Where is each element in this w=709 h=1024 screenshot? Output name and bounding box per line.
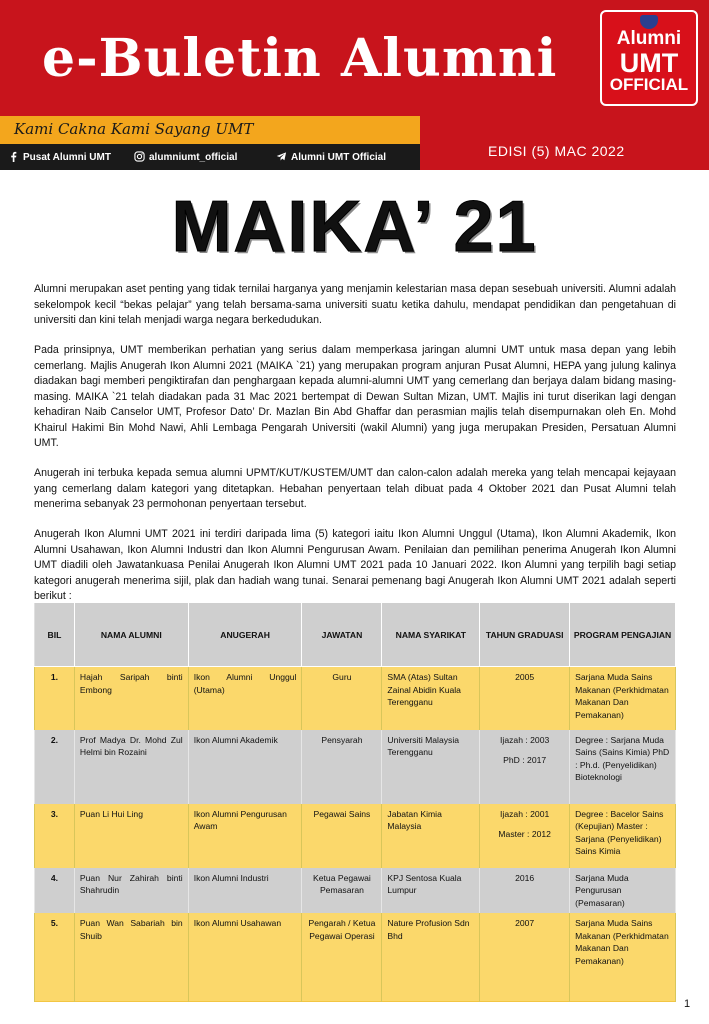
cell-tahun (480, 730, 570, 804)
tahun-value: Ijazah : 2003 (500, 734, 550, 745)
tahun-value: 2016 (515, 872, 535, 883)
header-jawatan: JAWATAN (302, 603, 382, 667)
cell-nama: Puan Li Hui Ling (74, 804, 188, 868)
cell-program: Degree : Bacelor Sains (Kepujian) Master : Sarjana (Penyelidikan) Sains Kimia (570, 804, 676, 868)
cell-jawatan: Ketua Pegawai Pemasaran (302, 868, 382, 914)
header-nama: NAMA ALUMNI (74, 603, 188, 667)
cell-bil: 2. (35, 730, 75, 804)
cell-bil: 5. (35, 913, 75, 1001)
tahun-value: PhD : 2017 (503, 755, 547, 765)
header-syarikat: NAMA SYARIKAT (382, 603, 480, 667)
cell-anugerah: Ikon Alumni Usahawan (188, 913, 302, 1001)
cell-program: Sarjana Muda Sains Makanan (Perkhidmatan Makanan Dan Pemakanan) (570, 913, 676, 1001)
cell-nama: Puan Nur Zahirah binti Shahrudin (74, 868, 188, 914)
tagline-bar (0, 116, 420, 144)
cell-jawatan: Pengarah / Ketua Pegawai Operasi (302, 913, 382, 1001)
tagline-text: Kami Cakna Kami Sayang UMT (14, 120, 254, 138)
edition-text: EDISI (5) MAC 2022 (488, 143, 625, 159)
cell-jawatan: Pensyarah (302, 730, 382, 804)
cell-program: Sarjana Muda Pengurusan (Pemasaran) (570, 868, 676, 914)
header-tahun: TAHUN GRADUASI (480, 603, 570, 667)
cell-nama: Hajah Saripah binti Embong (74, 667, 188, 730)
tahun-value: 2005 (515, 672, 535, 682)
edition-block (420, 116, 709, 170)
telegram-icon (276, 151, 287, 162)
paragraph-1: Alumni merupakan aset penting yang tidak ternilai harganya yang menjamin kelestarian masa depan sesebuah universiti. Alumni adalah sekelompok kecil “bekas pelajar” yang telah bersama-sama universiti suatu ketika dahulu, mendapat pendidikan dan pengetahuan di universiti dan kini telah menjadi warga negara berkedudukan. (34, 283, 676, 326)
social-instagram-label: alumniumt_official (149, 152, 238, 163)
social-facebook[interactable] (8, 151, 111, 163)
bulletin-title: e-Buletin Alumni (42, 28, 558, 89)
table-row (35, 804, 676, 868)
social-facebook-label: Pusat Alumni UMT (23, 152, 111, 163)
cell-bil: 1. (35, 667, 75, 730)
social-instagram[interactable] (134, 151, 237, 163)
winners-table (34, 602, 676, 1002)
headline: MAIKA’ 21 (171, 187, 538, 267)
tahun-value: Ijazah : 2001 (500, 808, 550, 819)
article-body (34, 282, 676, 619)
logo-line-2: UMT (619, 48, 679, 78)
cell-anugerah: Ikon Alumni Unggul (Utama) (188, 667, 302, 730)
cell-tahun (480, 804, 570, 868)
cell-program: Sarjana Muda Sains Makanan (Perkhidmatan Makanan Dan Pemakanan) (570, 667, 676, 730)
cell-nama: Prof Madya Dr. Mohd Zul Helmi bin Rozaini (74, 730, 188, 804)
page-number: 1 (684, 998, 691, 1010)
cell-tahun (480, 667, 570, 730)
alumni-umt-logo (600, 10, 698, 106)
social-links-bar (0, 144, 420, 170)
cell-tahun (480, 913, 570, 1001)
table-row (35, 868, 676, 914)
cell-bil: 4. (35, 868, 75, 914)
cell-nama: Puan Wan Sabariah bin Shuib (74, 913, 188, 1001)
table-row (35, 913, 676, 1001)
cell-tahun (480, 868, 570, 914)
table-header-row (35, 603, 676, 667)
social-telegram[interactable] (276, 151, 386, 163)
paragraph-3: Anugerah ini terbuka kepada semua alumni UPMT/KUT/KUSTEM/UMT dan calon-calon adalah mereka yang telah mencapai kejayaan yang cemerlang dalam kategori yang ditetapkan. Hebahan penyertaan telah dibuat pada 4 Oktober 2021 dan Pusat Alumni telah menerima sebanyak 23 permohonan penyertaan tersebut. (34, 467, 676, 510)
paragraph-4: Anugerah Ikon Alumni UMT 2021 ini terdiri daripada lima (5) kategori iaitu Ikon Alumni Unggul (Utama), Ikon Alumni Akademik, Ikon Alumni Usahawan, Ikon Alumni Industri dan Ikon Alumni Pengurusan Awam. Penilaian dan pemilihan penerima Anugerah Ikon Alumni UMT diadili oleh Jawatankuasa Penilai Anugerah Ikon Alumni UMT 2021 pada 10 Januari 2022. Ikon Alumni yang terpilih bagi setiap kategori anugerah menerima sijil, plak dan hadiah wang tunai. Senarai pemenang bagi Anugerah Ikon Alumni UMT 2021 adalah seperti berikut : (34, 528, 676, 602)
cell-syarikat: Nature Profusion Sdn Bhd (382, 913, 480, 1001)
logo-line-3: OFFICIAL (609, 75, 689, 94)
instagram-icon (134, 151, 145, 162)
cell-syarikat: SMA (Atas) Sultan Zainal Abidin Kuala Terengganu (382, 667, 480, 730)
social-telegram-label: Alumni UMT Official (291, 152, 386, 163)
umt-crest-icon (640, 15, 658, 29)
header-bil: BIL (35, 603, 75, 667)
cell-syarikat: KPJ Sentosa Kuala Lumpur (382, 868, 480, 914)
tahun-value: 2007 (515, 918, 535, 928)
tahun-value: Master : 2012 (498, 829, 551, 839)
cell-anugerah: Ikon Alumni Akademik (188, 730, 302, 804)
cell-jawatan: Guru (302, 667, 382, 730)
cell-syarikat: Universiti Malaysia Terengganu (382, 730, 480, 804)
logo-line-1: Alumni (616, 28, 682, 49)
cell-program: Degree : Sarjana Muda Sains (Sains Kimia) PhD : Ph.d. (Penyelidikan) Bioteknologi (570, 730, 676, 804)
facebook-icon (8, 151, 19, 162)
header-program: PROGRAM PENGAJIAN (570, 603, 676, 667)
header-anugerah: ANUGERAH (188, 603, 302, 667)
cell-anugerah: Ikon Alumni Industri (188, 868, 302, 914)
table-row (35, 667, 676, 730)
cell-syarikat: Jabatan Kimia Malaysia (382, 804, 480, 868)
paragraph-2: Pada prinsipnya, UMT memberikan perhatian yang serius dalam memperkasa jaringan alumni UMT untuk masa depan yang lebih cemerlang. Majlis Anugerah Ikon Alumni 2021 (MAIKA `21) yang merupakan program anjuran Pusat Alumni, HEPA yang julung kalinya diadakan bagi memberi pengiktirafan dan penghargaan kepada alumni-alumni UMT yang cemerlang dan berjaya dalam bidang masing-masing. MAIKA `21 telah diadakan pada 31 Mac 2021 bertempat di Dewan Sultan Mizan, UMT. Majlis ini turut diserikan lagi dengan kehadiran Naib Canselor UMT, Profesor Dato’ Dr. Mazlan Bin Abd Ghaffar dan perasmian majlis telah disempurnakan oleh En. Mohd Khairul Hakimi Bin Mohd Nawi, Ahli Lembaga Pengarah Universiti (wakil Alumni) yang juga merupakan Presiden, Persatuan Alumni UMT. (34, 344, 676, 449)
cell-jawatan: Pegawai Sains (302, 804, 382, 868)
cell-bil: 3. (35, 804, 75, 868)
cell-anugerah: Ikon Alumni Pengurusan Awam (188, 804, 302, 868)
table-row (35, 730, 676, 804)
